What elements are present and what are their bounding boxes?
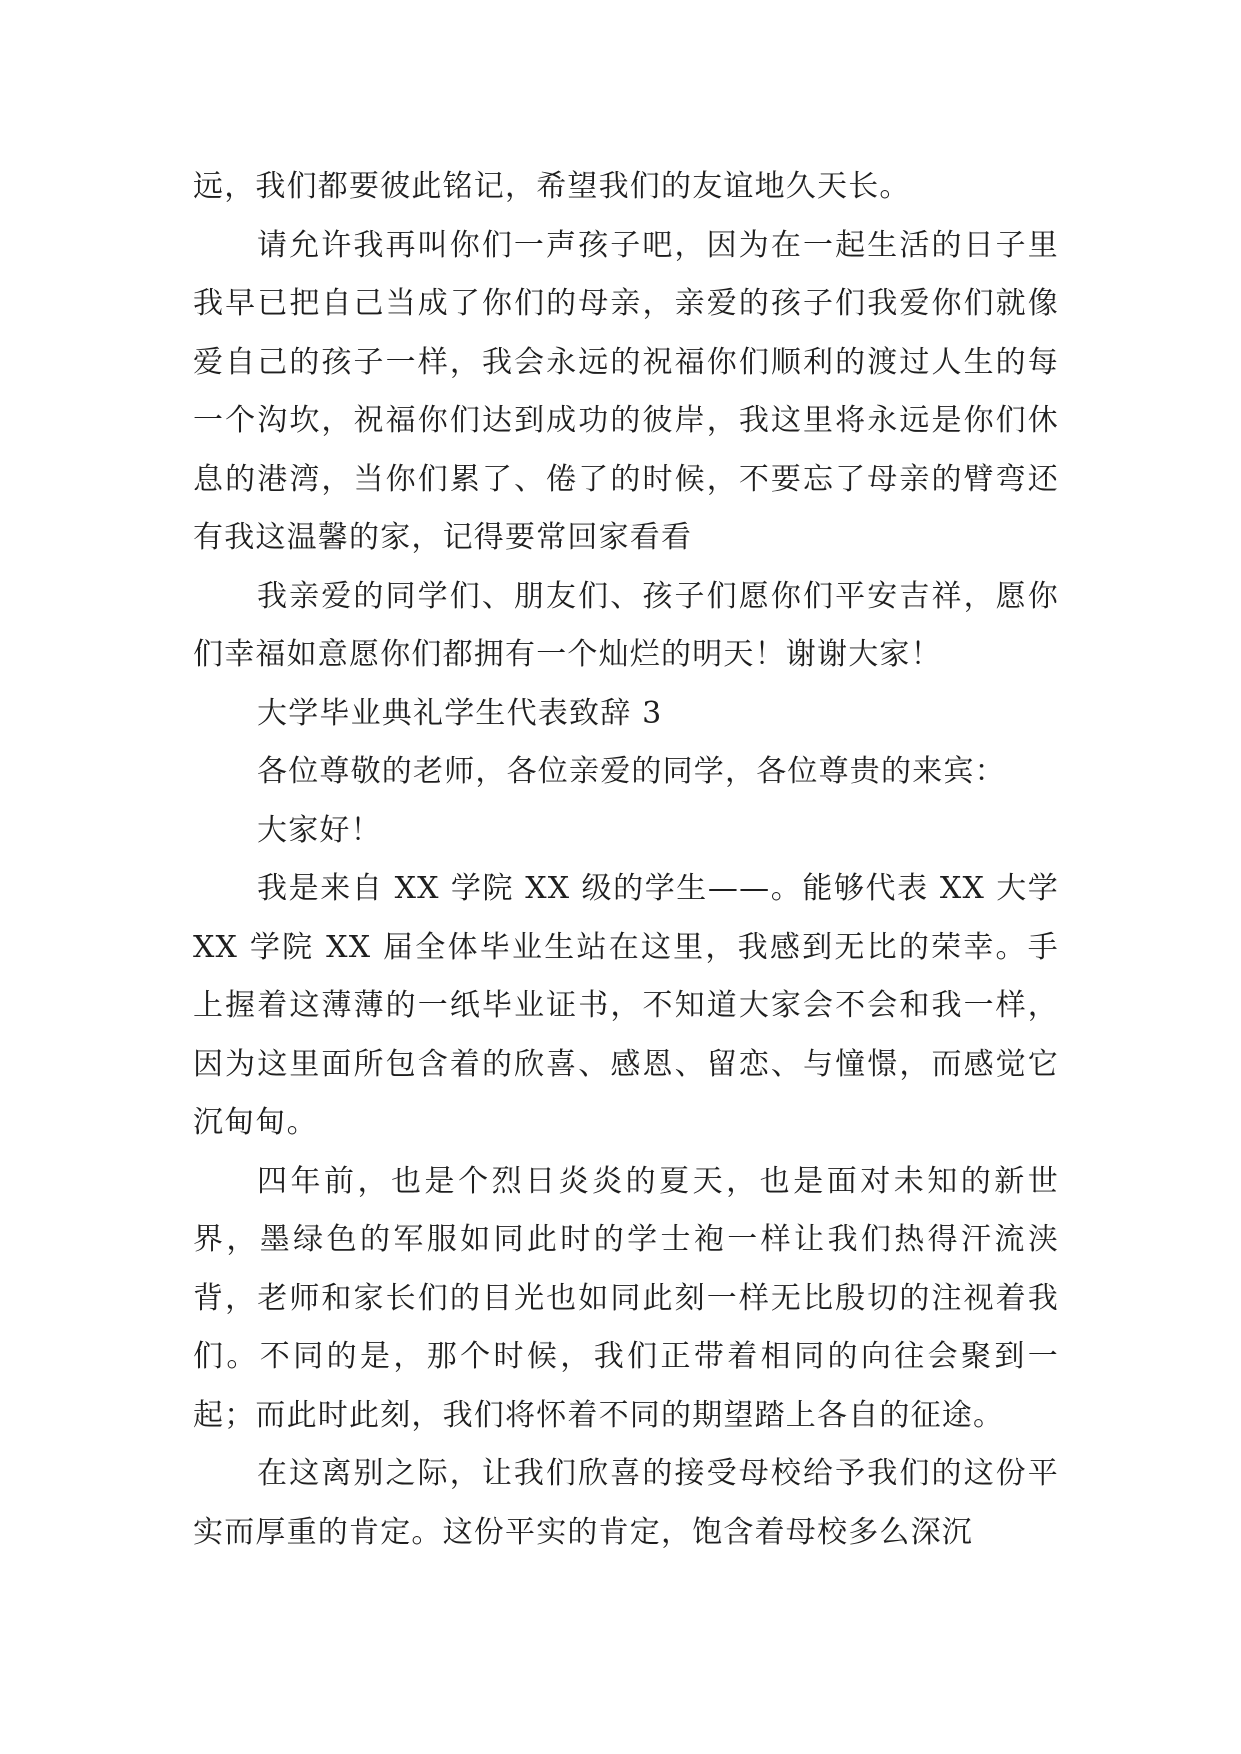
paragraph-greeting: 大家好！ bbox=[257, 812, 382, 848]
paragraph-introduction: 我是来自 XX 学院 XX 级的学生——。能够代表 XX 大学 XX 学院 XX 届全体毕业生站在这里，我感到无比的荣幸。手上握着这薄薄的一纸毕业证书，不知道大家会不会和我一样，因为这里面所包含着的欣喜、感恩、留恋、与憧憬，而感觉它沉甸甸。 bbox=[193, 871, 1059, 1140]
paragraph-salutation: 各位尊敬的老师，各位亲爱的同学，各位尊贵的来宾： bbox=[257, 754, 1006, 789]
section-heading: 大学毕业典礼学生代表致辞 3 bbox=[257, 695, 663, 731]
paragraph-continuation: 远，我们都要彼此铭记，希望我们的友谊地久天长。 bbox=[193, 169, 911, 204]
paragraph-farewell: 在这离别之际，让我们欣喜的接受母校给予我们的这份平实而厚重的肯定。这份平实的肯定，饱含着母校多么深沉 bbox=[193, 1456, 1059, 1550]
paragraph-blessing: 请允许我再叫你们一声孩子吧，因为在一起生活的日子里我早已把自己当成了你们的母亲，亲爱的孩子们我爱你们就像爱自己的孩子一样，我会永远的祝福你们顺利的渡过人生的每一个沟坎，祝福你们达到成功的彼岸，我这里将永远是你们休息的港湾，当你们累了、倦了的时候，不要忘了母亲的臂弯还有我这温馨的家，记得要常回家看看 bbox=[193, 227, 1059, 555]
document-body bbox=[193, 158, 1059, 1562]
paragraph-closing-wishes: 我亲爱的同学们、朋友们、孩子们愿你们平安吉祥，愿你们幸福如意愿你们都拥有一个灿烂的明天！谢谢大家！ bbox=[193, 578, 1059, 672]
paragraph-four-years-ago: 四年前，也是个烈日炎炎的夏天，也是面对未知的新世界，墨绿色的军服如同此时的学士袍一样让我们热得汗流浃背，老师和家长们的目光也如同此刻一样无比殷切的注视着我们。不同的是，那个时候，我们正带着相同的向往会聚到一起；而此时此刻，我们将怀着不同的期望踏上各自的征途。 bbox=[193, 1163, 1059, 1433]
